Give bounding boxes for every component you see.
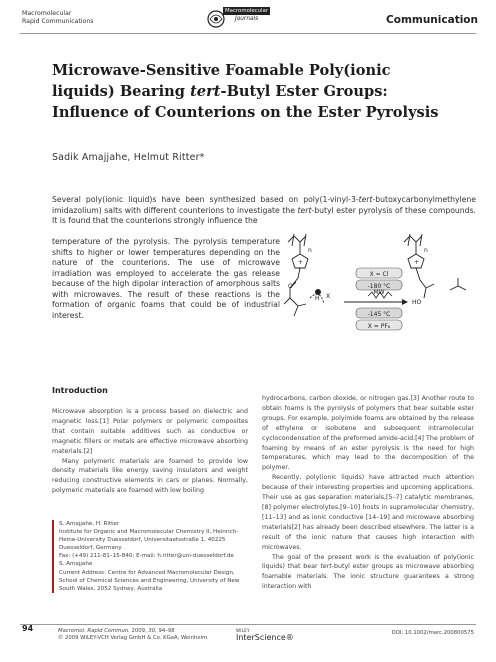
affil-contact: Fax: (+49) 211-81–15-840; E-mail: h.ritter@uni-duesseldorf.de [59,553,234,560]
affil-author2: S. Amajjahe [59,561,93,568]
footer-volume: 30, [148,628,157,634]
title-line2-part: liquids) Bearing [52,83,191,100]
n-right-label: n [424,247,428,254]
authors: Sadik Amajjahe, Helmut Ritter* [52,152,205,163]
abstract-text: -butoxycarbonylmethylene imidazolium) salts with different counterions to investigate the [52,195,476,215]
label-top: X = Cl [369,271,389,278]
doi: DOI: 10.1002/marc.200800575 [391,630,474,636]
footer-year: 2009, [129,628,149,634]
footer-divider [20,624,476,625]
introduction-heading: Introduction [52,386,108,395]
left-structure [284,234,324,316]
article-title [52,60,472,123]
abstract-italic: tert [297,205,312,215]
right-p3-italic: tert [320,563,332,571]
affiliation-box [52,520,248,593]
affil-authors: S. Amajjahe, H. Ritter [59,521,120,527]
right-structure [404,234,466,298]
reaction-scheme [284,232,480,370]
header-divider [20,33,476,34]
right-paragraph-3 [262,553,474,593]
wiley-label: WILEY [236,628,250,633]
intro-paragraph-1: Microwave absorption is a process based on dielectric and magnetic loss.[1] Polar polymers or polymeric composites that contain suitable additives such as conductive or magnetic fillers or metals are effective microwave absorbing materials.[2] [52,408,248,455]
ho-label: HO [412,299,422,306]
logo-text-line2: Journals [235,16,259,22]
mw-label: MW [373,289,385,296]
label-bottom: X = PF₆ [367,323,391,330]
intro-paragraph-2: Many polymeric materials are foamed to provide low density materials like energy saving insulators and weight reducing constructive elements in cars or planes. Normally, polymeric materials are foamed with low boiling [52,457,248,495]
title-line1: Microwave-Sensitive Foamable Poly(ionic [52,62,391,79]
n-left-label: n [308,247,312,254]
right-paragraph-2: Recently, poly(ionic liquids) have attracted much attention because of their interesting properties and upcoming applications. Their use as gas separation materials,[5–7] catalytic membranes,[8] polymer electrolytes,[9–10] hosts in supramolecular chemistry,[11–13] and as ionic conductive [14–19] and microwave absorbing materials[2] has already been described elsewhere. The latter is a result of the ionic nature that causes high interaction with microwaves. [262,474,474,551]
right-p3-text: The goal of the present work is the evaluation of poly(ionic liquids) that bear [262,553,474,571]
journal-name-line1: Macromolecular [22,10,72,17]
journal-name [22,10,94,26]
affil-institute: Institute for Organic and Macromolecular Chemistry II, Heinrich-Heine-University Duesseldorf, Universitaetsstraße 1, 40225 Duesseldorf, Germany [59,529,239,552]
title-line3: Influence of Counterions on the Ester Pyrolysis [52,104,439,121]
abstract-text: Several poly(ionic liquid)s have been synthesized based on poly(1-vinyl-3- [52,195,359,204]
abstract-text: -butyl ester pyrolysis of these compounds. It is found that the counterions strongly influence the [52,205,476,225]
title-line2 [52,81,472,102]
temp-bottom: -145 °C [367,311,391,318]
footer-journal-name: Macromol. Rapid Commun. [58,628,130,634]
page-number: 94 [22,624,34,633]
x-label: X [326,293,331,300]
right-p3-text: -butyl ester groups as microwave absorbing foamable materials. The ionic structure guarantees a strong interaction with [262,563,474,591]
abstract-full-width [52,195,476,227]
footer-pages: 94–98 [156,628,175,634]
plus-left-label: + [298,259,304,266]
right-paragraph-1: hydrocarbons, carbon dioxide, or nitrogen gas.[3] Another route to obtain foams is the pyrolysis of polymers that bear suitable ester groups. For example, polyimide foams are obtained by the release of ethylene or isobutene and subsequent intramolecular cyclocondensation of the preformed amide-acid.[4] The problem of foaming by means of an ester pyrolysis is the need for high temperatures, which may lead to the decomposition of the polymer. [262,395,474,472]
right-column [262,394,474,592]
journals-logo [205,6,277,32]
journal-name-line2: Rapid Communications [22,18,94,25]
interscience-logo [236,628,294,642]
plus-right-label: + [414,259,420,266]
abstract-italic: tert [358,195,373,204]
temp-top: -180 °C [367,283,391,290]
o-label: O [288,283,293,290]
affil-current-address: Current Address: Centre for Advanced Macromolecular Design, School of Chemical Sciences and Engineering, University of New South Wales, 2052 Sydney, Australia [59,569,240,592]
title-line2-italic: tert [190,83,221,100]
h-label: H [315,295,320,302]
introduction-column [52,386,248,496]
title-line2-part: -Butyl Ester Groups: [220,83,388,100]
interscience-label: InterScience® [236,633,294,642]
footer-citation [58,628,207,643]
section-label: Communication [386,14,478,26]
footer-copyright: © 2009 WILEY-VCH Verlag GmbH & Co. KGaA, Weinheim [58,635,208,642]
abstract-continued: temperature of the pyrolysis. The pyrolysis temperature shifts to higher or lower temperatures depending on the nature of the counterions. The use of microwave irradiation was employed to accelerate the gas release because of the high dipolar interaction of amorphous salts with microwaves. The result of these reactions is the formation of organic foams that could be of industrial interest. [52,237,280,320]
logo-text-line1: Macromolecular [225,8,269,14]
